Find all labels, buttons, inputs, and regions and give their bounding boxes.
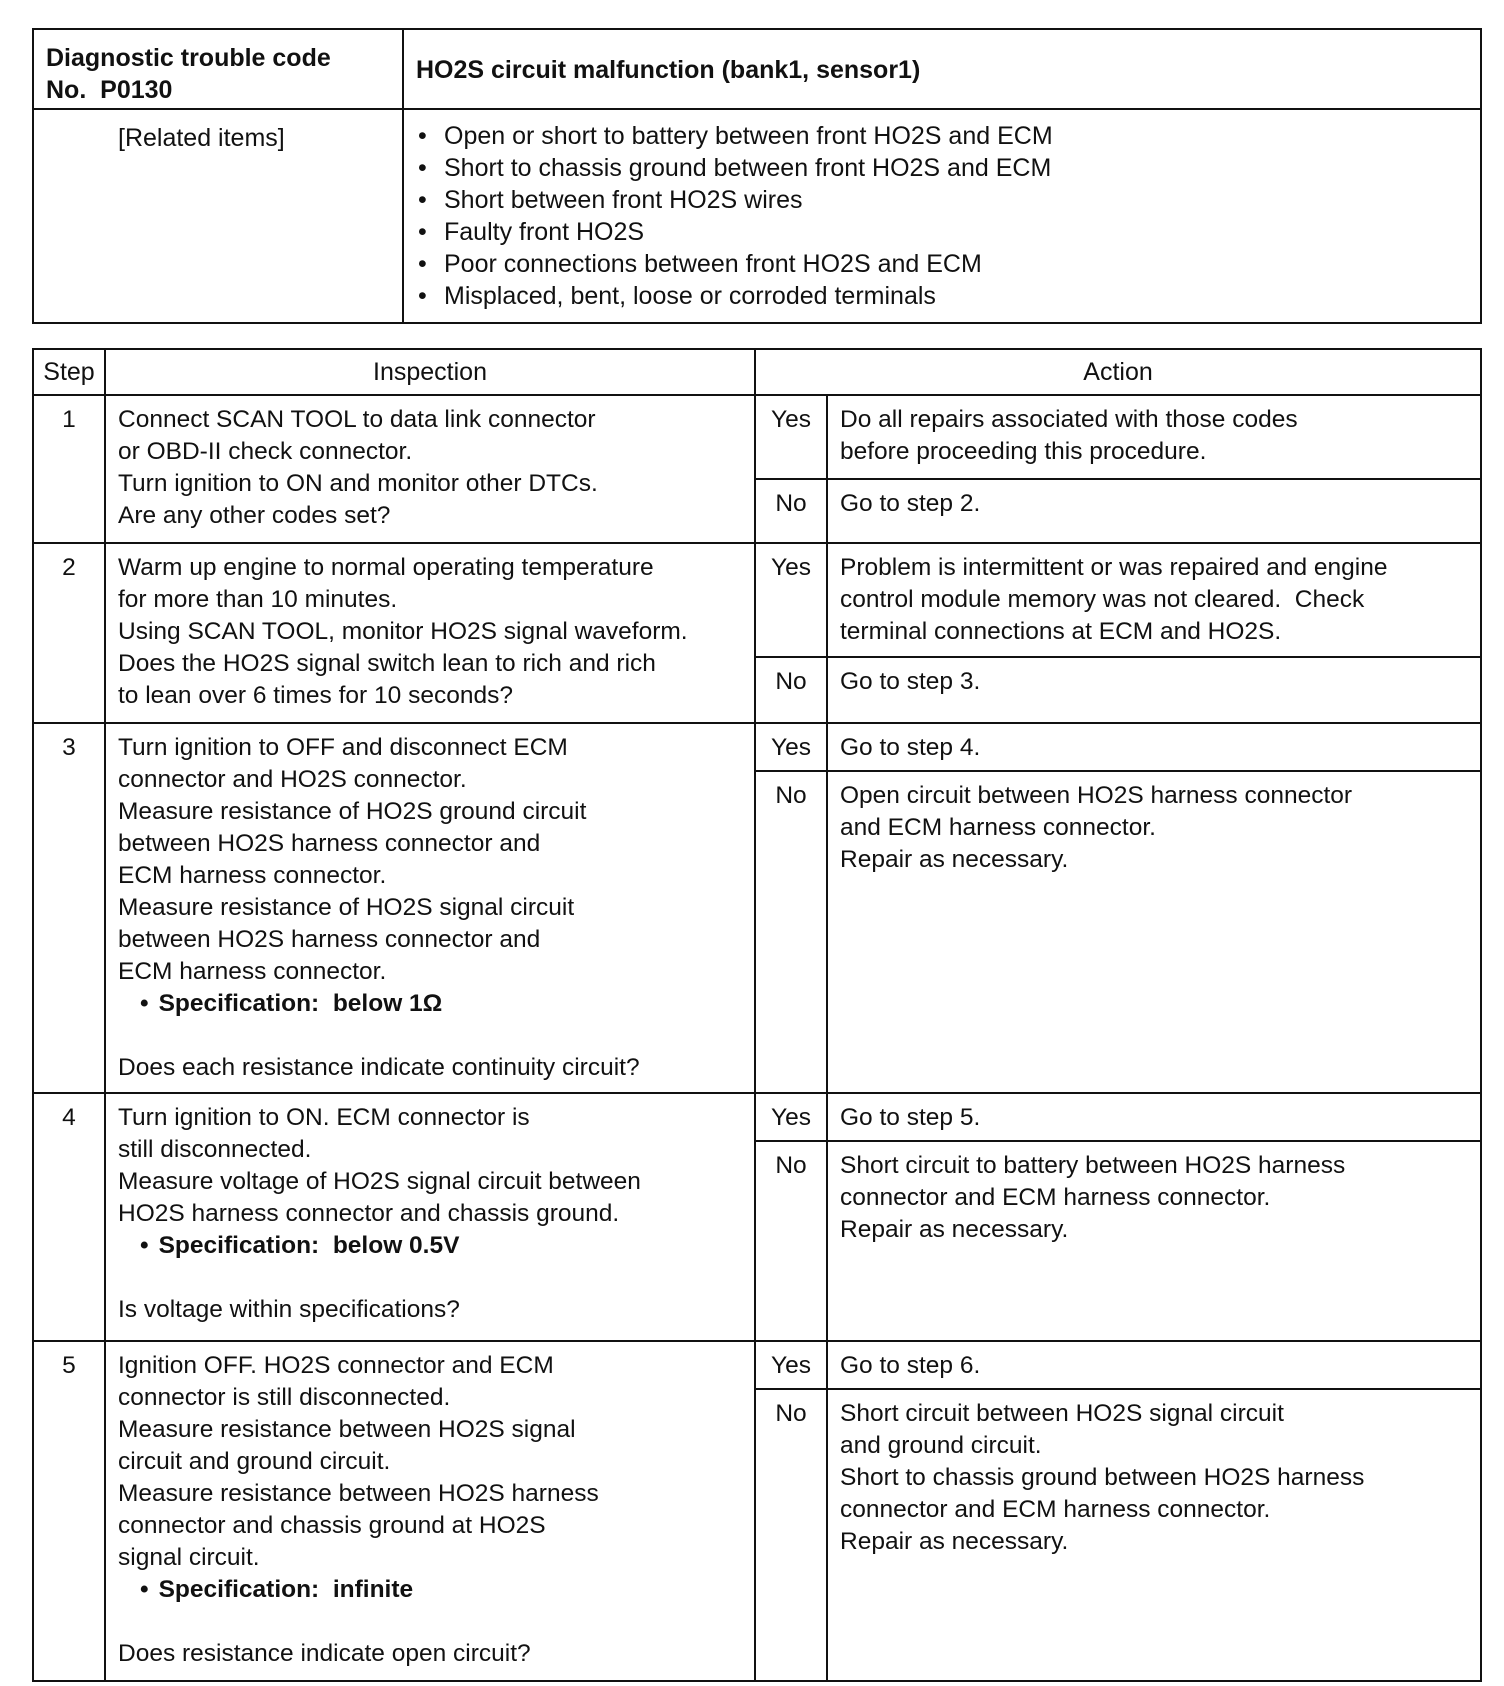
related-item: • Short to chassis ground between front HO2S and ECM	[418, 154, 1052, 182]
no-label: No	[755, 479, 827, 543]
bullet-icon: •	[418, 250, 427, 278]
step-question: Does each resistance indicate continuity circuit?	[118, 1054, 640, 1081]
no-action: Open circuit between HO2S harness connector and ECM harness connector. Repair as necessary.	[827, 771, 1481, 1093]
step-inspection: Ignition OFF. HO2S connector and ECM connector is still disconnected. Measure resistance between HO2S signal circuit and ground circuit. Measure resistance between HO2S harness connector and chassis ground at HO2S signal circuit. • Specification: infinite Does resistance indicate open circuit?	[105, 1341, 755, 1681]
yes-label: Yes	[755, 543, 827, 657]
yes-label: Yes	[755, 723, 827, 771]
bullet-icon: •	[418, 218, 427, 246]
dtc-header-table	[32, 28, 1482, 324]
yes-action: Do all repairs associated with those codes before proceeding this procedure.	[827, 395, 1481, 479]
yes-action: Go to step 4.	[827, 723, 1481, 771]
step-row	[33, 723, 1481, 771]
step-number: 2	[33, 543, 105, 723]
yes-action: Go to step 6.	[827, 1341, 1481, 1389]
step-inspection: Turn ignition to ON. ECM connector is still disconnected. Measure voltage of HO2S signal circuit between HO2S harness connector and chassis ground. • Specification: below 0.5V Is voltage within specifications?	[105, 1093, 755, 1341]
related-items-cell	[403, 109, 1481, 323]
related-items-list	[404, 110, 1480, 312]
no-action: Short circuit between HO2S signal circuit and ground circuit. Short to chassis ground between HO2S harness connector and ECM harness connector. Repair as necessary.	[827, 1389, 1481, 1681]
header-action: Action	[755, 349, 1481, 395]
step-number: 3	[33, 723, 105, 1093]
related-item: • Faulty front HO2S	[418, 218, 645, 246]
dtc-code-number: No. P0130	[46, 76, 173, 104]
header-step: Step	[33, 349, 105, 395]
step-inspection: Connect SCAN TOOL to data link connector or OBD-II check connector. Turn ignition to ON and monitor other DTCs. Are any other codes set?	[105, 395, 755, 543]
step-number: 5	[33, 1341, 105, 1681]
no-label: No	[755, 1141, 827, 1341]
dtc-code-label: Diagnostic trouble code	[46, 44, 331, 72]
related-items-label: [Related items]	[33, 109, 403, 323]
related-item: • Short between front HO2S wires	[418, 186, 803, 214]
step-row	[33, 1341, 1481, 1389]
step-row	[33, 395, 1481, 479]
yes-label: Yes	[755, 1341, 827, 1389]
dtc-title: HO2S circuit malfunction (bank1, sensor1)	[403, 29, 1481, 109]
bullet-icon: •	[140, 1576, 149, 1603]
bullet-icon: •	[418, 154, 427, 182]
step-row	[33, 543, 1481, 657]
specification: • Specification: infinite	[140, 1576, 414, 1603]
header-inspection: Inspection	[105, 349, 755, 395]
related-item: • Poor connections between front HO2S and ECM	[418, 250, 982, 278]
specification: • Specification: below 1Ω	[140, 990, 443, 1017]
yes-action: Problem is intermittent or was repaired and engine control module memory was not cleared. Check terminal connections at ECM and HO2S.	[827, 543, 1481, 657]
step-inspection: Turn ignition to OFF and disconnect ECM connector and HO2S connector. Measure resistance of HO2S ground circuit between HO2S harness connector and ECM harness connector. Measure resistance of HO2S signal circuit between HO2S harness connector and ECM harness connector. • Specification: below 1Ω Does each resistance indicate continuity circuit?	[105, 723, 755, 1093]
no-label: No	[755, 1389, 827, 1681]
no-action: Go to step 3.	[827, 657, 1481, 723]
bullet-icon: •	[140, 990, 149, 1017]
step-number: 4	[33, 1093, 105, 1341]
yes-label: Yes	[755, 1093, 827, 1141]
bullet-icon: •	[418, 186, 427, 214]
bullet-icon: •	[418, 282, 427, 310]
related-item: • Open or short to battery between front HO2S and ECM	[418, 122, 1053, 150]
specification: • Specification: below 0.5V	[140, 1232, 460, 1259]
step-question: Does resistance indicate open circuit?	[118, 1640, 531, 1667]
no-label: No	[755, 771, 827, 1093]
no-action: Short circuit to battery between HO2S harness connector and ECM harness connector. Repair as necessary.	[827, 1141, 1481, 1341]
step-question: Is voltage within specifications?	[118, 1296, 460, 1323]
yes-action: Go to step 5.	[827, 1093, 1481, 1141]
bullet-icon: •	[140, 1232, 149, 1259]
related-item: • Misplaced, bent, loose or corroded terminals	[418, 282, 936, 310]
step-inspection: Warm up engine to normal operating temperature for more than 10 minutes. Using SCAN TOOL, monitor HO2S signal waveform. Does the HO2S signal switch lean to rich and rich to lean over 6 times for 10 seconds?	[105, 543, 755, 723]
header-row	[33, 349, 1481, 395]
step-row	[33, 1093, 1481, 1141]
dtc-code-cell	[33, 29, 403, 109]
yes-label: Yes	[755, 395, 827, 479]
procedure-table	[32, 348, 1482, 1682]
no-label: No	[755, 657, 827, 723]
no-action: Go to step 2.	[827, 479, 1481, 543]
step-number: 1	[33, 395, 105, 543]
bullet-icon: •	[418, 122, 427, 150]
